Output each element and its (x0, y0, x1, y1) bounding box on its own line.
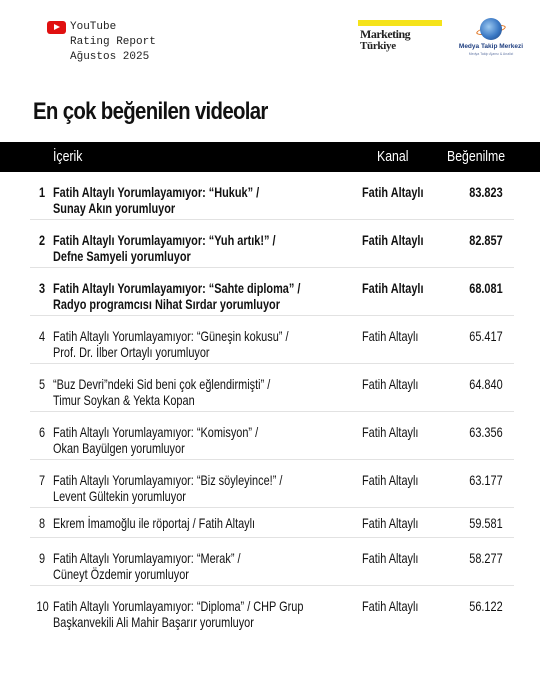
globe-icon (480, 18, 502, 40)
like-count: 82.857 (469, 232, 503, 248)
rank-number: 9 (38, 550, 46, 566)
rank-number: 10 (36, 598, 49, 614)
table-row (30, 172, 514, 220)
like-count: 65.417 (469, 328, 503, 344)
like-count: 83.823 (469, 184, 503, 200)
video-title (53, 424, 258, 456)
channel-name: Fatih Altaylı (362, 280, 424, 296)
rank-number: 5 (38, 376, 46, 392)
page-title: En çok beğenilen videolar (33, 98, 268, 125)
video-title-line: Defne Samyeli yorumluyor (53, 248, 191, 264)
channel-name: Fatih Altaylı (362, 184, 424, 200)
video-title (53, 184, 259, 216)
logo-name: Medya Takip Merkezi (458, 43, 524, 50)
video-title-line: Prof. Dr. İlber Ortaylı yorumluyor (53, 344, 210, 360)
video-title (53, 515, 255, 531)
channel-name: Fatih Altaylı (362, 376, 419, 392)
like-count: 64.840 (469, 376, 503, 392)
video-title (53, 598, 303, 630)
video-title-line: Başkanvekili Ali Mahir Başarır yorumluyor (53, 614, 254, 630)
table-row (30, 412, 514, 460)
logo-accent-bar (358, 20, 442, 26)
table-body (0, 172, 540, 634)
video-title-line: Timur Soykan & Yekta Kopan (53, 392, 195, 408)
column-header-content: İçerik (53, 148, 83, 165)
column-header-channel: Kanal (377, 148, 409, 165)
video-title-line: Radyo programcısı Nihat Sırdar yorumluyor (53, 296, 280, 312)
like-count: 63.356 (469, 424, 503, 440)
report-label-line: Rating Report (70, 36, 156, 48)
channel-name: Fatih Altaylı (362, 472, 419, 488)
youtube-play-icon (47, 21, 66, 34)
report-label (70, 20, 156, 65)
like-count: 63.177 (469, 472, 503, 488)
rank-number: 8 (38, 515, 46, 531)
rank-number: 6 (38, 424, 46, 440)
video-title (53, 472, 282, 504)
channel-name: Fatih Altaylı (362, 550, 419, 566)
video-title-line: Fatih Altaylı Yorumlayamıyor: “Biz söyleyince!” / (53, 472, 283, 488)
video-title (53, 280, 300, 312)
table-row (30, 538, 514, 586)
report-label-line: Ağustos 2025 (70, 51, 150, 63)
channel-name: Fatih Altaylı (362, 515, 419, 531)
rank-number: 7 (38, 472, 46, 488)
video-title (53, 376, 270, 408)
channel-name: Fatih Altaylı (362, 328, 419, 344)
video-title-line: Fatih Altaylı Yorumlayamıyor: “Hukuk” / (53, 184, 260, 200)
medya-takip-merkezi-logo (455, 18, 527, 60)
table-row (30, 460, 514, 508)
table-row (30, 220, 514, 268)
table-row (30, 268, 514, 316)
video-title-line: Levent Gültekin yorumluyor (53, 488, 186, 504)
video-title-line: Fatih Altaylı Yorumlayamıyor: “Güneşin kokusu” / (53, 328, 289, 344)
video-title-line: Fatih Altaylı Yorumlayamıyor: “Diploma” / CHP Grup (53, 598, 304, 614)
video-title (53, 550, 241, 582)
video-title-line: Sunay Akın yorumluyor (53, 200, 176, 216)
logo-text: Marketing (360, 27, 411, 41)
like-count: 58.277 (469, 550, 503, 566)
table-row (30, 316, 514, 364)
report-label-line: YouTube (70, 21, 117, 33)
table-header (0, 142, 540, 172)
video-title-line: Ekrem İmamoğlu ile röportaj / Fatih Altaylı (53, 515, 256, 531)
rank-number: 3 (38, 280, 46, 296)
rank-number: 2 (38, 232, 46, 248)
rank-number: 4 (38, 328, 46, 344)
column-header-likes: Beğenilme (447, 148, 506, 165)
like-count: 56.122 (469, 598, 503, 614)
table-row (30, 586, 514, 634)
video-title-line: Fatih Altaylı Yorumlayamıyor: “Merak” / (53, 550, 241, 566)
channel-name: Fatih Altaylı (362, 424, 419, 440)
like-count: 68.081 (469, 280, 503, 296)
logo-subtitle: Medya Takip Ajansı & Analizi (468, 52, 514, 56)
video-title-line: “Buz Devri”ndeki Sid beni çok eğlendirmişti” / (53, 376, 271, 392)
video-title (53, 232, 276, 264)
table-row (30, 508, 514, 538)
like-count: 59.581 (469, 515, 503, 531)
channel-name: Fatih Altaylı (362, 598, 419, 614)
video-title-line: Okan Bayülgen yorumluyor (53, 440, 185, 456)
video-title-line: Fatih Altaylı Yorumlayamıyor: “Sahte diploma” / (53, 280, 301, 296)
video-title-line: Cüneyt Özdemir yorumluyor (53, 566, 189, 582)
video-title (53, 328, 288, 360)
table-row (30, 364, 514, 412)
video-title-line: Fatih Altaylı Yorumlayamıyor: “Yuh artık!” / (53, 232, 276, 248)
video-title-line: Fatih Altaylı Yorumlayamıyor: “Komisyon” / (53, 424, 259, 440)
report-header (0, 0, 540, 80)
channel-name: Fatih Altaylı (362, 232, 424, 248)
logo-text: Türkiye (360, 40, 396, 52)
rank-number: 1 (38, 184, 46, 200)
marketing-turkiye-logo (358, 20, 442, 56)
